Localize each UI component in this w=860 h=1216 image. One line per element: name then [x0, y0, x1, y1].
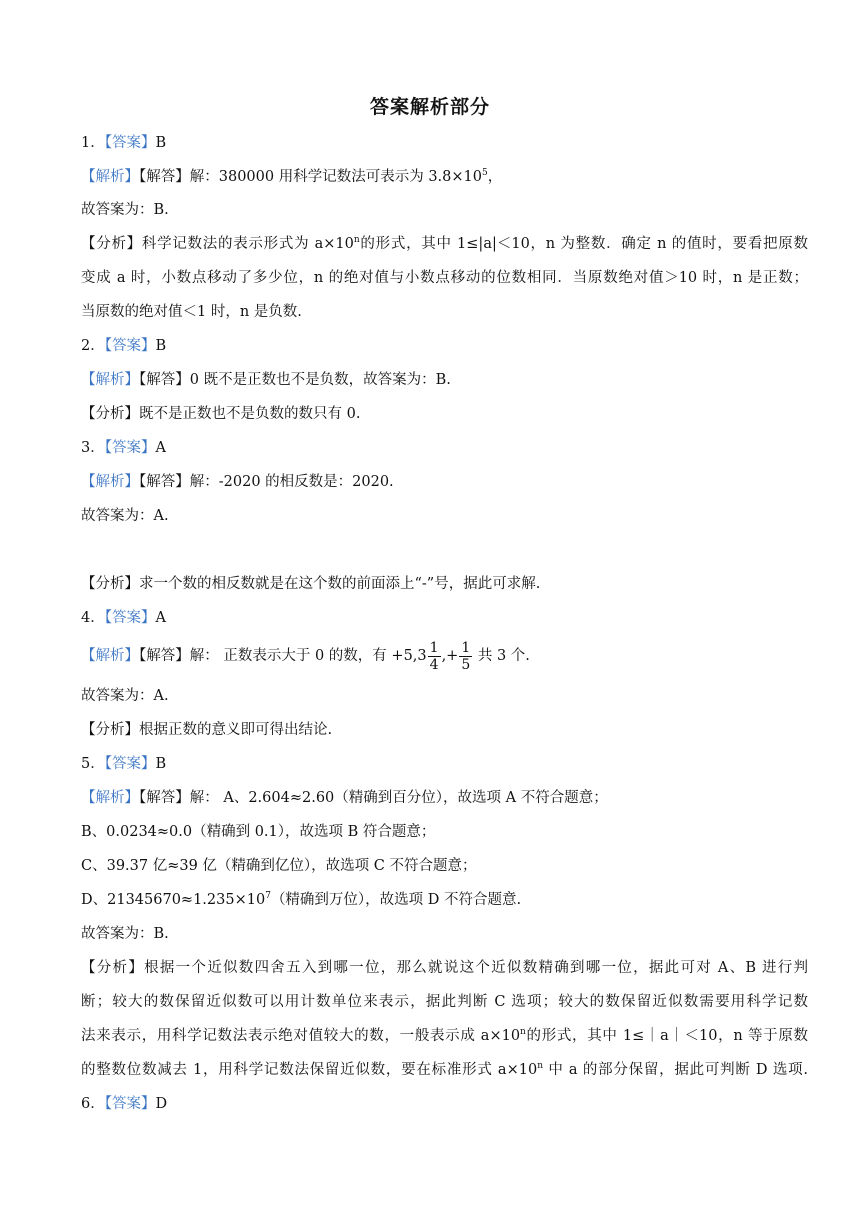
denominator: 5	[461, 656, 471, 673]
q4-analysis: 【分析】根据正数的意义即可得出结论.	[81, 722, 333, 738]
question-number: 4．	[81, 610, 105, 626]
expr-part: ,+	[441, 648, 459, 664]
q5-conclusion: 故答案为：B.	[81, 926, 169, 942]
answer-tag: 【答案】	[104, 440, 156, 456]
q5-analysis-line2: 断；较大的数保留近似数可以用计数单位来表示，据此判断 C 选项；较大的数保留近似数需要用科学记数	[81, 994, 808, 1010]
analysis-text: 【分析】科学记数法的表示形式为 a×10	[81, 236, 354, 252]
jiexi-tag: 【解析】	[81, 648, 139, 664]
solution-text: 【解答】解：-2020 的相反数是：2020.	[139, 474, 394, 490]
question-number: 6．	[81, 1096, 105, 1112]
analysis-text: 的整数位数减去 1，用科学记数法保留近似数，要在标准形式 a×10	[81, 1062, 538, 1078]
q3-analysis: 【分析】求一个数的相反数就是在这个数的前面添上“-”号，据此可求解.	[81, 576, 541, 592]
exponent: n	[537, 1061, 543, 1071]
fraction	[428, 640, 441, 673]
question-number: 2．	[81, 338, 105, 354]
q1-solution-line	[81, 168, 502, 186]
q6-answer-line	[81, 1095, 167, 1113]
q1-analysis-line2: 变成 a 时，小数点移动了多少位，n 的绝对值与小数点移动的位数相同．当原数绝对值＞10 时，n 是正数；	[81, 270, 808, 286]
jiexi-tag: 【解析】	[81, 372, 139, 388]
solution-text: 【解答】解：380000 用科学记数法可表示为 3.8×10	[139, 169, 482, 185]
numerator: 1	[461, 639, 471, 656]
solution-text-end: ，	[487, 169, 503, 185]
q4-conclusion: 故答案为：A.	[81, 688, 169, 704]
answer-value: A	[155, 440, 166, 456]
math-expression	[391, 637, 473, 675]
q5-answer-line	[81, 755, 166, 773]
q5-analysis-line4	[81, 1061, 808, 1079]
option-text-cont: （精确到万位），故选项 D 不符合题意.	[270, 892, 522, 908]
option-text: D、21345670≈1.235×10	[81, 892, 266, 908]
jiexi-tag: 【解析】	[81, 169, 139, 185]
answer-value: B	[155, 756, 167, 772]
jiexi-tag: 【解析】	[81, 790, 139, 806]
answer-tag: 【答案】	[104, 756, 156, 772]
analysis-text-cont: 的形式，其中 1≤|a|＜10，n 为整数．确定 n 的值时，要看把原数	[359, 236, 808, 252]
solution-text: 【解答】解： A、2.604≈2.60（精确到百分位），故选项 A 不符合题意；	[139, 790, 608, 806]
answer-tag: 【答案】	[104, 610, 156, 626]
exponent: 5	[481, 168, 488, 178]
answer-tag: 【答案】	[104, 135, 156, 151]
question-number: 5．	[81, 756, 105, 772]
solution-text: 【解答】解： 正数表示大于 0 的数，有	[139, 648, 392, 664]
q4-solution-line	[81, 637, 530, 675]
answer-value: B	[155, 135, 167, 151]
answer-tag: 【答案】	[104, 1096, 156, 1112]
analysis-text: 法来表示，用科学记数法表示绝对值较大的数，一般表示成 a×10	[81, 1028, 521, 1044]
fraction	[459, 640, 472, 673]
jiexi-tag: 【解析】	[81, 474, 139, 490]
exponent: n	[353, 235, 360, 245]
q5-solution-line	[81, 789, 608, 807]
analysis-text-cont: 的形式，其中 1≤｜a｜＜10，n 等于原数	[525, 1028, 808, 1044]
solution-text-end: 共 3 个.	[473, 648, 530, 664]
numerator: 1	[429, 639, 439, 656]
answer-value: D	[155, 1096, 168, 1112]
expr-part: +5,3	[391, 648, 427, 664]
q2-answer-line	[81, 337, 166, 355]
q5-option-b: B、0.0234≈0.0（精确到 0.1），故选项 B 符合题意；	[81, 824, 436, 840]
answer-tag: 【答案】	[104, 338, 156, 354]
q5-option-c: C、39.37 亿≈39 亿（精确到亿位），故选项 C 不符合题意；	[81, 858, 477, 874]
denominator: 4	[429, 656, 439, 673]
q1-conclusion: 故答案为：B.	[81, 202, 169, 218]
solution-text: 【解答】0 既不是正数也不是负数，故答案为：B.	[139, 372, 451, 388]
answer-value: A	[155, 610, 166, 626]
q4-answer-line	[81, 609, 166, 627]
q1-analysis-line3: 当原数的绝对值＜1 时，n 是负数.	[81, 304, 302, 320]
page-title: 答案解析部分	[369, 96, 490, 118]
analysis-text-cont: 中 a 的部分保留，据此可判断 D 选项.	[542, 1062, 808, 1078]
q5-analysis-line1: 【分析】根据一个近似数四舍五入到哪一位，那么就说这个近似数精确到哪一位，据此可对 A、B 进行判	[81, 960, 808, 976]
q1-answer-line	[81, 134, 166, 152]
exponent: 7	[265, 891, 271, 901]
q5-analysis-line3	[81, 1027, 808, 1045]
q3-solution-line	[81, 473, 394, 491]
q1-analysis-line1	[81, 235, 808, 253]
q2-analysis: 【分析】既不是正数也不是负数的数只有 0.	[81, 406, 361, 422]
q3-answer-line	[81, 439, 166, 457]
q3-conclusion: 故答案为：A.	[81, 508, 169, 524]
exponent: n	[520, 1027, 526, 1037]
answer-value: B	[155, 338, 167, 354]
question-number: 1．	[81, 135, 105, 151]
q2-solution-line	[81, 371, 451, 389]
question-number: 3．	[81, 440, 105, 456]
q5-option-d	[81, 891, 521, 909]
